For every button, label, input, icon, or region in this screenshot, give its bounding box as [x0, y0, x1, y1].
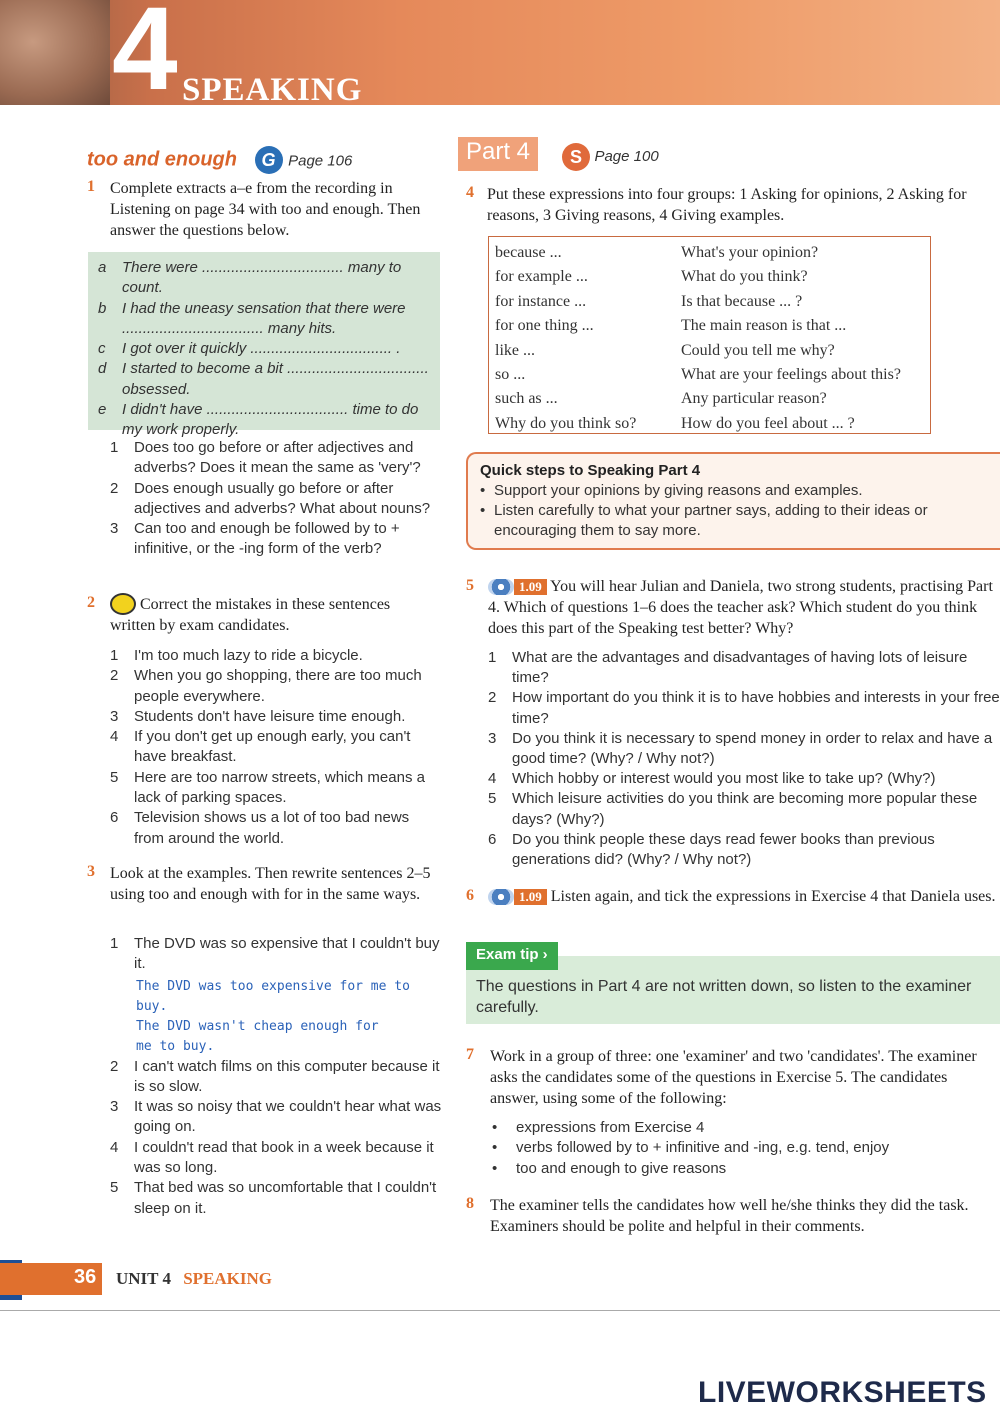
exercise-instruction: Complete extracts a–e from the recording in Listening on page 34 with too and enough. Then answer the questions below. [110, 180, 421, 239]
item-number: 6 [488, 830, 497, 848]
list-item [110, 646, 442, 666]
list-item [488, 769, 1000, 789]
expression-cell: Why do you think so? [495, 414, 637, 432]
exercise-6 [466, 886, 1000, 907]
exercise-number: 8 [466, 1195, 474, 1212]
exercise-instruction: Work in a group of three: one 'examiner' and two 'candidates'. The examiner asks the candidates some of the questions in Exercise 5. The candidates answer, using some of the following: [490, 1048, 977, 1107]
item-text: I can't watch films on this computer because it is so slow. [134, 1057, 440, 1095]
extract-text: I started to become a bit .................................. obsessed. [122, 360, 429, 398]
cd-icon [488, 889, 514, 905]
quick-steps-box [466, 452, 1000, 550]
extract-item [98, 258, 430, 299]
list-item [488, 789, 1000, 829]
extract-item [98, 359, 430, 400]
quick-step-item: • Support your opinions by giving reasons and examples. [480, 482, 863, 499]
expression-cell: What's your opinion? [681, 244, 819, 261]
unit-number: 4 [112, 0, 178, 115]
exercise-3 [87, 863, 437, 905]
exercise-number: 3 [87, 863, 95, 880]
item-number: 1 [110, 647, 119, 664]
extract-item [98, 400, 430, 441]
exercise-instruction: Put these expressions into four groups: 1 Asking for opinions, 2 Asking for reasons, 3 Giving reasons, 4 Giving examples. [487, 186, 967, 224]
grammar-icon: G [255, 146, 283, 174]
quick-steps-title: Quick steps to Speaking Part 4 [480, 462, 701, 479]
expression-cell: for instance ... [495, 292, 587, 310]
item-number: 2 [110, 667, 119, 685]
exercise-4 [466, 184, 991, 226]
item-number: 5 [110, 768, 119, 786]
extract-letter: c [98, 340, 106, 358]
item-text: What are the advantages and disadvantages of having lots of leisure time? [512, 649, 968, 687]
list-item [110, 768, 442, 809]
bullet-item [492, 1138, 992, 1158]
item-text: If you don't get up enough early, you can't have breakfast. [134, 728, 411, 766]
page-number: 36 [74, 1266, 97, 1288]
expression-cell: How do you feel about ... ? [681, 414, 855, 432]
footer-title [116, 1269, 272, 1289]
bullet-text: too and enough to give reasons [516, 1159, 727, 1177]
list-item [488, 648, 1000, 688]
list-item [110, 519, 442, 560]
exercise-number: 1 [87, 178, 95, 195]
expression-cell: so ... [495, 366, 526, 384]
expression-cell: The main reason is that ... [681, 317, 847, 335]
exam-tip-text: The questions in Part 4 are not written down, so listen to the examiner carefully. [476, 978, 972, 1016]
item-text: Which hobby or interest would you most like to take up? (Why?) [512, 770, 936, 788]
item-text: Does enough usually go before or after adjectives and adverbs? What about nouns? [134, 479, 431, 517]
exercise-3-rest [110, 1057, 442, 1219]
part-4-label: Part 4 [458, 137, 538, 171]
item-number: 2 [110, 479, 119, 497]
item-number: 5 [488, 790, 497, 808]
extract-letter: b [98, 299, 107, 317]
example-line: The DVD wasn't cheap enough for [136, 1018, 379, 1034]
extract-item [98, 339, 430, 359]
extract-text: There were .................................. many to count. [122, 259, 402, 297]
list-item [488, 729, 1000, 769]
unit-title: SPEAKING [182, 72, 363, 108]
exercise-instruction: You will hear Julian and Daniela, two strong students, practising Part 4. Which of questions 1–6 does the teacher ask? Which student do you think does this part of the Speaking test better? Why? [488, 578, 993, 637]
exercise-7 [466, 1046, 1000, 1109]
item-text: Can too and enough be followed by to + infinitive, or the -ing form of the verb? [134, 520, 400, 558]
expressions-column-2 [681, 241, 901, 436]
exercise-number: 5 [466, 577, 474, 594]
list-item [110, 666, 442, 707]
extract-letter: e [98, 401, 107, 419]
exercise-instruction: Look at the examples. Then rewrite sentences 2–5 using too and enough with for in the same ways. [110, 865, 431, 903]
exercise-1-questions [110, 438, 442, 560]
exercise-8 [466, 1195, 1000, 1237]
item-text: Which leisure activities do you think are becoming more popular these days? (Why?) [512, 790, 978, 828]
item-number: 1 [110, 439, 119, 456]
item-text: I couldn't read that book in a week because it was so long. [134, 1138, 434, 1177]
audio-track-button[interactable]: 1.09 [514, 889, 547, 905]
bullet-text: verbs followed by to + infinitive and -ing, e.g. tend, enjoy [516, 1139, 890, 1157]
list-item [110, 1178, 442, 1219]
exercise-instruction: Correct the mistakes in these sentences written by exam candidates. [110, 596, 391, 634]
extracts-box [88, 252, 440, 439]
speaking-icon: S [562, 143, 590, 171]
expression-cell: Any particular reason? [681, 390, 827, 408]
section-title-text: too and enough [87, 148, 237, 171]
bullet-icon: • [492, 1119, 498, 1136]
quick-step-item: • Listen carefully to what your partner says, adding to their ideas or encouraging them to say more. [480, 502, 928, 539]
expressions-column-1 [495, 241, 636, 436]
list-item [110, 1097, 442, 1138]
list-item [110, 479, 442, 520]
item-text: Here are too narrow streets, which means a lack of parking spaces. [134, 768, 425, 807]
item-number: 1 [488, 649, 497, 666]
extract-letter: d [98, 360, 107, 378]
expression-cell: Is that because ... ? [681, 292, 803, 310]
item-number: 3 [488, 729, 497, 747]
list-item [110, 1057, 442, 1098]
item-number: 3 [110, 520, 119, 538]
divider [0, 1310, 1000, 1311]
exercise-number: 4 [466, 184, 474, 201]
expression-cell: because ... [495, 244, 562, 261]
bullet-item [492, 1118, 992, 1138]
list-item [488, 830, 1000, 870]
exercise-5 [466, 576, 1000, 639]
list-item [110, 727, 442, 768]
item-text: Do you think people these days read fewer books than previous generations did? (Why? / Why not?) [512, 830, 935, 869]
footer-unit: UNIT 4 [116, 1269, 171, 1288]
extract-text: I had the uneasy sensation that there were .................................. many hits. [122, 299, 406, 337]
exercise-1 [87, 178, 437, 241]
list-item [488, 688, 1000, 728]
item-text: That bed was so uncomfortable that I couldn't sleep on it. [134, 1179, 437, 1217]
bullet-text: expressions from Exercise 4 [516, 1119, 705, 1136]
brand-logo: LIVEWORKSHEETS [698, 1376, 987, 1409]
item-number: 3 [110, 707, 119, 725]
exercise-2-items [110, 646, 442, 849]
item-number: 4 [110, 728, 119, 746]
exercise-2 [87, 594, 437, 636]
expressions-table [488, 236, 931, 434]
exam-tip-label: Exam tip › [466, 942, 558, 970]
extract-item [98, 299, 430, 340]
exercise-instruction: The examiner tells the candidates how well he/she thinks they did the task. Examiners should be polite and helpful in their comments. [490, 1197, 969, 1235]
list-item [110, 438, 442, 479]
item-text: I'm too much lazy to ride a bicycle. [134, 647, 363, 664]
item-text: Television shows us a lot of too bad news from around the world. [134, 809, 410, 847]
grammar-page-link[interactable]: Page 106 [288, 152, 353, 170]
expression-cell: What are your feelings about this? [681, 366, 901, 384]
list-item [110, 808, 442, 849]
extract-text: I didn't have .................................. time to do my work properly. [122, 401, 419, 439]
exercise-3-items [110, 934, 442, 1219]
exercise-instruction: Listen again, and tick the expressions in Exercise 4 that Daniela uses. [550, 888, 996, 905]
item-number: 5 [110, 1179, 119, 1197]
audio-track-button[interactable]: 1.09 [514, 579, 547, 595]
item-text: It was so noisy that we couldn't hear what was going on. [134, 1098, 442, 1136]
item-text: Does too go before or after adjectives and adverbs? Does it mean the same as 'very'? [134, 439, 421, 477]
expression-cell: What do you think? [681, 268, 808, 286]
speaking-ref [562, 143, 659, 171]
bullet-icon: • [492, 1159, 498, 1177]
exercise-number: 6 [466, 887, 474, 904]
expression-cell: like ... [495, 341, 535, 359]
item-text: How important do you think it is to have hobbies and interests in your free time? [512, 689, 1000, 727]
handwritten-examples [110, 977, 442, 1057]
list-item [110, 1138, 442, 1179]
list-item: 1 The DVD was so expensive that I couldn't buy it. [110, 935, 440, 973]
expression-cell: for example ... [495, 268, 588, 286]
extracts-list [98, 258, 430, 441]
example-line: The DVD was too expensive for me to buy. [136, 978, 410, 1014]
exercise-number: 2 [87, 594, 95, 611]
bullet-icon: • [492, 1139, 498, 1157]
error-warning-icon [110, 593, 136, 615]
item-text: Students don't have leisure time enough. [134, 707, 406, 725]
item-number: 4 [110, 1138, 119, 1156]
footer-section: SPEAKING [183, 1269, 272, 1288]
item-number: 3 [110, 1098, 119, 1116]
extract-letter: a [98, 259, 107, 276]
item-number: 2 [488, 689, 497, 707]
section-title [87, 146, 352, 174]
expression-cell: for one thing ... [495, 317, 594, 335]
extract-text: I got over it quickly .................................. . [122, 340, 401, 358]
speaking-page-link[interactable]: Page 100 [594, 148, 659, 166]
banner-photo [0, 0, 110, 105]
item-number: 4 [488, 770, 497, 788]
example-line: me to buy. [136, 1038, 215, 1054]
item-text: Do you think it is necessary to spend money in order to relax and have a good time? (Why? / Why not?) [512, 729, 993, 768]
item-number: 6 [110, 809, 119, 827]
item-text: When you go shopping, there are too much people everywhere. [134, 667, 422, 705]
list-item [110, 707, 442, 727]
exercise-7-bullets [492, 1118, 992, 1179]
expression-cell: Could you tell me why? [681, 341, 835, 359]
exercise-5-questions [488, 648, 1000, 870]
item-number: 2 [110, 1057, 119, 1075]
bullet-item [492, 1159, 992, 1179]
exercise-number: 7 [466, 1046, 474, 1063]
cd-icon [488, 579, 514, 595]
expression-cell: such as ... [495, 390, 558, 408]
